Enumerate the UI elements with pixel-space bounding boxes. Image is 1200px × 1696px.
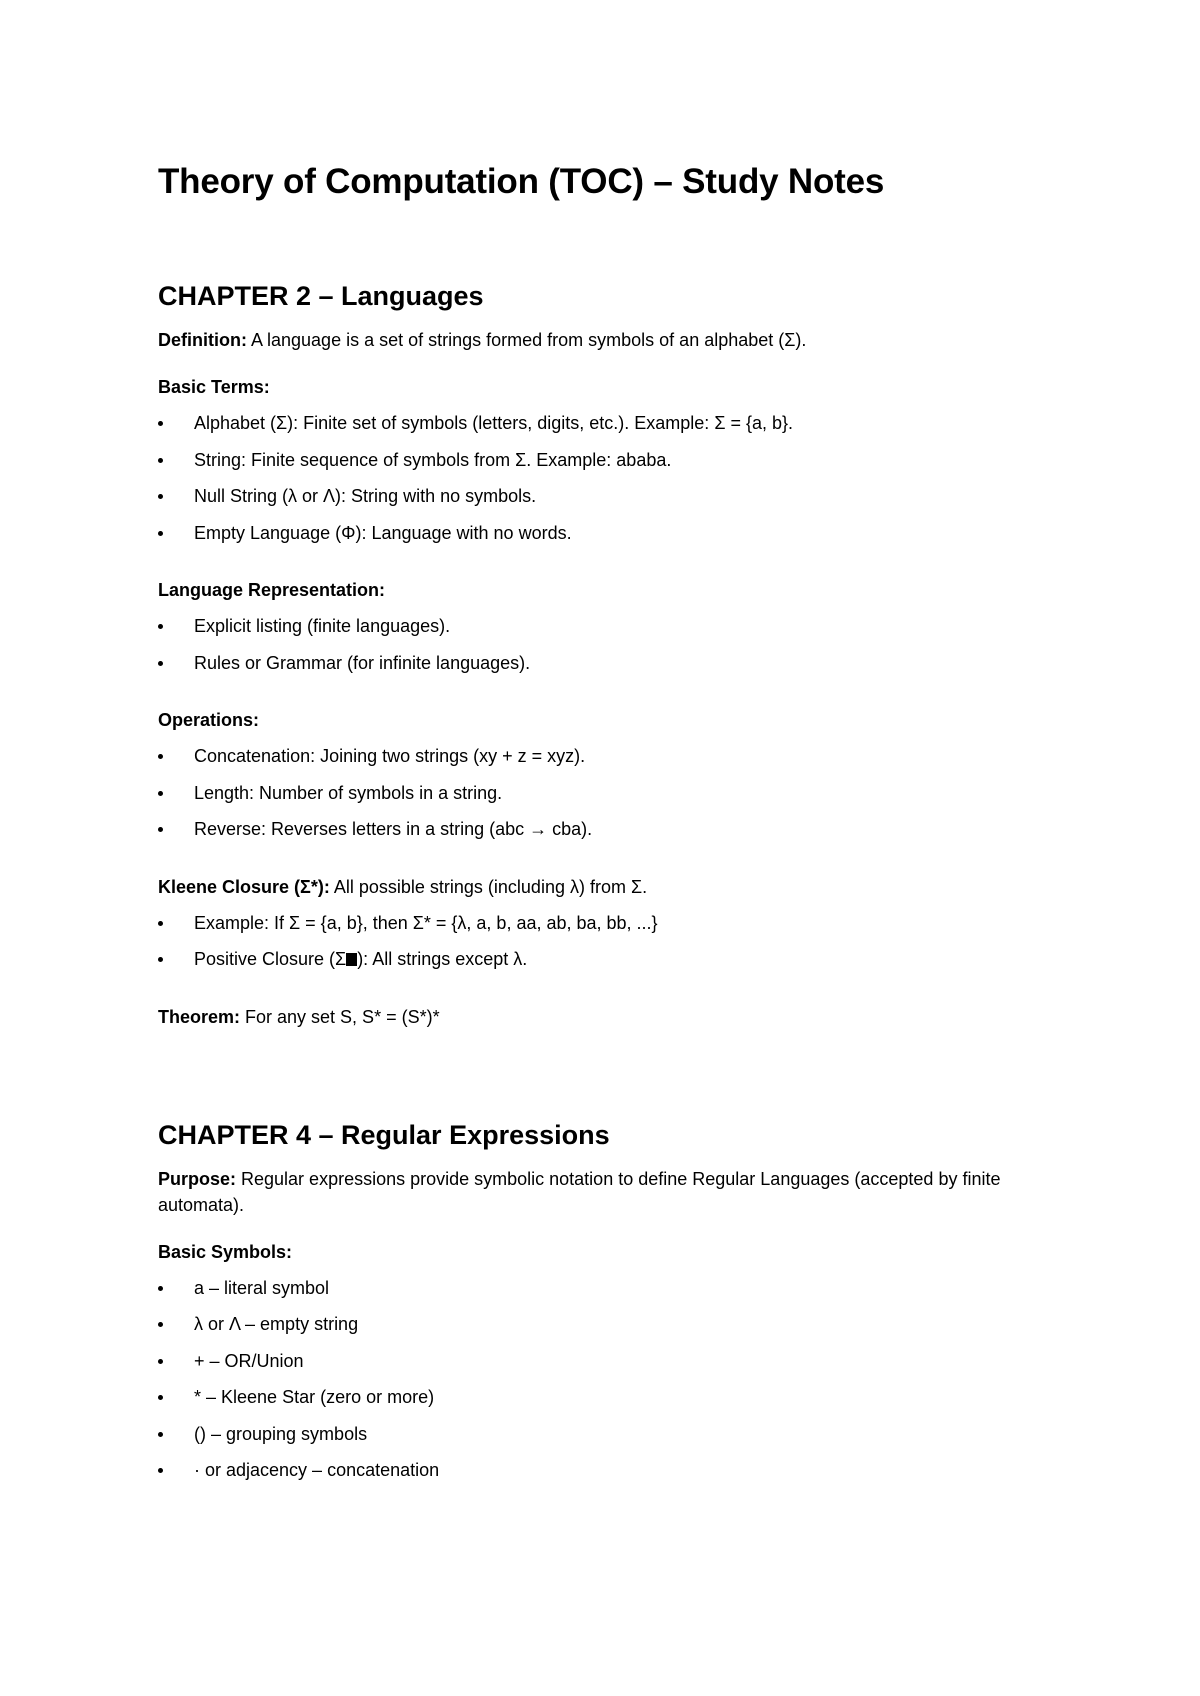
- list-item: Explicit listing (finite languages).: [158, 613, 1058, 639]
- kleene-closure-label: Kleene Closure (Σ*):: [158, 876, 330, 897]
- missing-glyph-icon: [346, 953, 357, 966]
- list-item: Empty Language (Φ): Language with no words.: [158, 520, 1058, 546]
- definition-text: A language is a set of strings formed from symbols of an alphabet (Σ).: [246, 330, 807, 350]
- list-item: Concatenation: Joining two strings (xy + z = xyz).: [158, 743, 1058, 769]
- list-item: Alphabet (Σ): Finite set of symbols (letters, digits, etc.). Example: Σ = {a, b}.: [158, 410, 1058, 436]
- theorem-text: For any set S, S* = (S*)*: [240, 1006, 440, 1027]
- bullet-icon: [158, 661, 163, 666]
- theorem-paragraph: [158, 1004, 1058, 1030]
- basic-symbols-list: [158, 1275, 1058, 1484]
- bullet-icon: [158, 791, 163, 796]
- bullet-icon: [158, 494, 163, 499]
- definition-label: Definition:: [158, 330, 247, 350]
- kleene-closure-text: All possible strings (including λ) from Σ.: [329, 876, 648, 897]
- list-item: Rules or Grammar (for infinite languages).: [158, 650, 1058, 676]
- purpose-paragraph: [158, 1166, 1058, 1218]
- bullet-icon: [158, 624, 163, 629]
- bullet-icon: [158, 421, 163, 426]
- basic-terms-heading: Basic Terms:: [158, 377, 270, 397]
- basic-symbols-heading: Basic Symbols:: [158, 1241, 293, 1262]
- list-item: a – literal symbol: [158, 1275, 1058, 1301]
- bullet-icon: [158, 1359, 163, 1364]
- bullet-icon: [158, 754, 163, 759]
- operations-list: [158, 743, 1058, 842]
- list-item: Example: If Σ = {a, b}, then Σ* = {λ, a, b, aa, ab, ba, bb, ...}: [158, 910, 1058, 936]
- chapter-2-section: [158, 279, 1058, 1030]
- list-item: + – OR/Union: [158, 1348, 1058, 1374]
- bullet-icon: [158, 1432, 163, 1437]
- kleene-closure-paragraph: [158, 874, 1058, 900]
- basic-terms-list: [158, 410, 1058, 546]
- document-title: Theory of Computation (TOC) – Study Notes: [158, 162, 885, 201]
- list-item: · or adjacency – concatenation: [158, 1457, 1058, 1483]
- list-item: Length: Number of symbols in a string.: [158, 780, 1058, 806]
- kleene-closure-list: [158, 910, 1058, 973]
- purpose-text: Regular expressions provide symbolic notation to define Regular Languages (accepted by finite automata).: [158, 1168, 1001, 1215]
- definition-paragraph: [158, 327, 1058, 353]
- chapter-4-section: [158, 1118, 1058, 1484]
- list-item: λ or Λ – empty string: [158, 1311, 1058, 1337]
- bullet-icon: [158, 1395, 163, 1400]
- bullet-icon: [158, 957, 163, 962]
- language-representation-heading: Language Representation:: [158, 580, 386, 600]
- bullet-icon: [158, 458, 163, 463]
- list-item: Reverse: Reverses letters in a string (abc → cba).: [158, 816, 1058, 842]
- language-representation-list: [158, 613, 1058, 676]
- list-item: * – Kleene Star (zero or more): [158, 1384, 1058, 1410]
- bullet-icon: [158, 531, 163, 536]
- list-item: Positive Closure (Σ ): All strings except λ.: [158, 946, 1058, 972]
- bullet-icon: [158, 1322, 163, 1327]
- theorem-label: Theorem:: [158, 1006, 241, 1027]
- chapter-4-heading: CHAPTER 4 – Regular Expressions: [158, 1119, 610, 1150]
- bullet-icon: [158, 1468, 163, 1473]
- list-item: () – grouping symbols: [158, 1421, 1058, 1447]
- operations-heading: Operations:: [158, 710, 260, 730]
- purpose-label: Purpose:: [158, 1168, 237, 1189]
- bullet-icon: [158, 827, 163, 832]
- list-item: String: Finite sequence of symbols from Σ. Example: ababa.: [158, 447, 1058, 473]
- chapter-2-heading: CHAPTER 2 – Languages: [158, 281, 484, 311]
- list-item: Null String (λ or Λ): String with no symbols.: [158, 483, 1058, 509]
- bullet-icon: [158, 1286, 163, 1291]
- bullet-icon: [158, 921, 163, 926]
- document-page: [158, 160, 1058, 1494]
